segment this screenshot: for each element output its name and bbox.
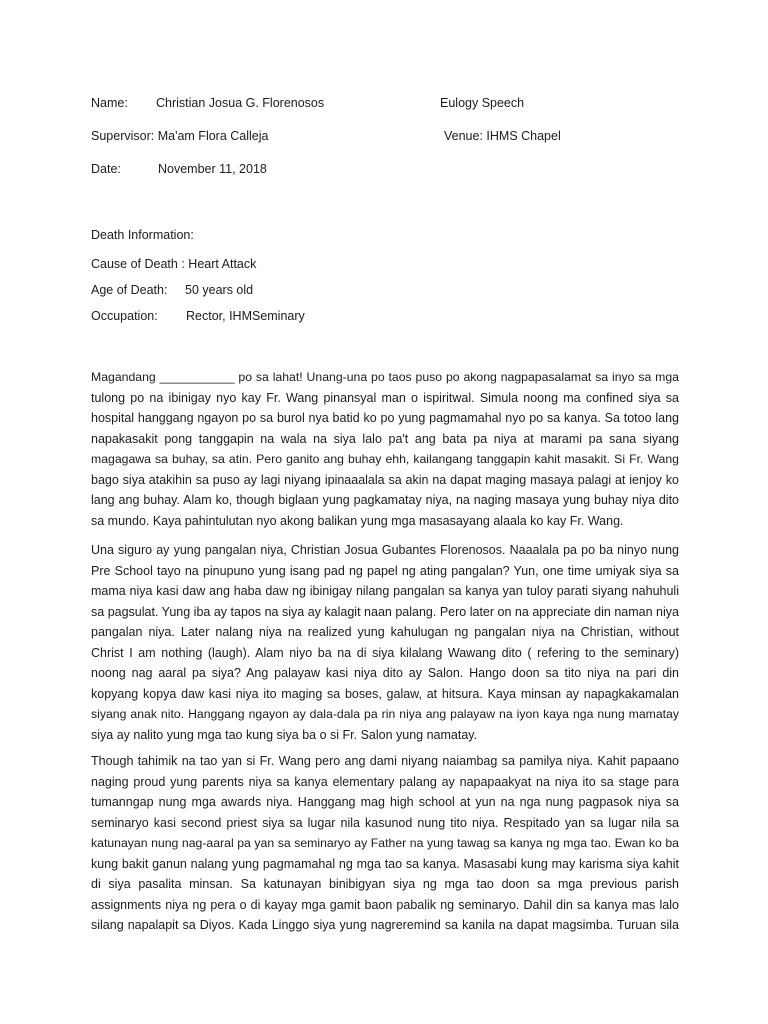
death-info-title: Death Information:	[91, 228, 194, 242]
doc-type	[440, 95, 524, 111]
paragraph-line: sa pagsulat. Yung iba ay tapos na siya ay kalagit naan palang. Pero later on na appreciate din naman niya	[91, 604, 679, 619]
paragraph-line: magagawa sa buhay, sa atin. Pero ganito ang buhay ehh, kailangang tanggapin kahit masakit. Si Fr. Wang	[91, 452, 679, 466]
paragraph-line: Though tahimik na tao yan si Fr. Wang pero ang dami niyang naiambag sa pamilya niya. Kahit papaano	[91, 754, 679, 768]
paragraph-line: lang ang buhay. Alam ko, though biglaan yung pagkamatay niya, na naging masaya yung buhay niya dito	[91, 493, 679, 507]
paragraph-line: hospital hanggang ngayon po sa burol nya batid ko po yung pagmamahal nyo po sa kanya. Sa totoo lang	[91, 411, 679, 425]
date-value: November 11, 2018	[158, 162, 267, 176]
paragraph-line: napakasakit pong tanggapin na wala na siya lalo pa't ang bata pa niya at marami pa sana siyang	[91, 431, 679, 446]
supervisor-label: Supervisor:	[91, 129, 155, 143]
name-label: Name:	[91, 96, 128, 110]
paragraph-line: Pre School tayo na pinupuno yung isang pad ng papel ng ating pangalan? Yun, one time umiyak siya sa	[91, 563, 679, 578]
age-label: Age of Death:	[91, 283, 168, 297]
age-value: 50 years old	[185, 283, 254, 297]
paragraph-1	[91, 367, 679, 531]
paragraph-line: di siya pasalita minsan. Sa katunayan binibigyan siya ng mga tao doon sa mga previous parish	[91, 877, 679, 891]
name-value: Christian Josua G. Florenosos	[156, 96, 325, 110]
paragraph-line: sa mundo. Kaya pahintulutan nyo akong balikan yung mga masasayang alaala ko kay Fr. Wang.	[91, 513, 624, 528]
paragraph-line: Una siguro ay yung pangalan niya, Christian Josua Gubantes Florenosos. Naaalala pa po ba ninyo nung	[91, 543, 679, 557]
paragraph-line: siya ay nalito yung mga tao kung siya ba o si Fr. Salon yung namatay.	[91, 727, 478, 742]
cause-row	[91, 256, 256, 272]
paragraph-line: Christ I am nothing (laugh). Alam niyo ba na di siya kilalang Wawang dito ( refering to the seminary)	[91, 645, 679, 660]
paragraph-line: noong nag aaral pa siya? Ang palayaw kasi niya dito ay Salon. Hango doon sa tito niya na pari din	[91, 666, 679, 680]
date-label: Date:	[91, 162, 121, 176]
paragraph-line: naging proud yung parents niya sa kanya elementary palang ay napapaakyat na niya ito sa stage para	[91, 774, 679, 789]
venue	[444, 128, 561, 144]
paragraph-line: kopyang kopya daw kasi niya ito maging sa boses, galaw, at hitsura. Kaya minsan ay napagkakamalan	[91, 686, 679, 701]
venue-text: Venue: IHMS Chapel	[444, 129, 561, 143]
paragraph-line: kung bakit ganun nalang yung pagmamahal ng mga tao sa kanya. Masasabi kung may karisma siya kahit	[91, 856, 679, 871]
paragraph-line: Magandang ___________ po sa lahat! Unang-una po taos puso po akong nagpapasalamat sa inyo sa mga	[91, 370, 679, 384]
paragraph-line: tulong po na ibinigay nyo kay Fr. Wang pinansyal man o ispiritwal. Simula noong ma confined siya sa	[91, 390, 679, 405]
doc-type-text: Eulogy Speech	[440, 96, 525, 110]
supervisor-row	[91, 128, 268, 144]
paragraph-line: mama niya kasi daw ang haba daw ng ibinigay nilang pangalan sa kanya yan tuloy parati siyang nahuhuli	[91, 584, 679, 598]
paragraph-line: tumanngap nung mga awards niya. Hanggang mag high school at yun na nga nung pagpasok niya sa	[91, 795, 679, 809]
paragraph-line: bago siya atakihin sa puso ay lagi niyang ipinaaalala sa akin na dapat maging masaya palagi at ienjoy ko	[91, 472, 679, 487]
cause-label: Cause of Death :	[91, 257, 185, 271]
paragraph-2	[91, 540, 679, 745]
paragraph-line: siyang anak nito. Hanggang ngayon ay dala-dala pa rin niya ang palayaw na iyon kaya nga nung mamatay	[91, 707, 679, 721]
paragraph-line: pangalan niya. Later nalang niya na realized yung kahulugan ng pangalan niya na Christian, without	[91, 625, 679, 639]
paragraph-line: seminaryo kasi second priest siya sa lugar nila kasunod nung tito niya. Respitado yan sa lugar nila sa	[91, 815, 679, 830]
paragraph-line: assignments niya ng pera o di kayay mga gamit baon pabalik ng seminaryo. Dahil din sa kanya mas lalo	[91, 897, 679, 912]
occupation-label: Occupation:	[91, 309, 158, 323]
paragraph-line: silang napalapit sa Diyos. Kada Linggo siya yung nagreremind sa kanila na dapat magsimba. Turuan sila	[91, 918, 679, 932]
supervisor-value: Ma'am Flora Calleja	[157, 129, 269, 143]
paragraph-line: katunayan nung nag-aaral pa yan sa seminaryo ay Father na yung tawag sa kanya ng mga tao. Ewan ko ba	[91, 836, 679, 850]
occupation-value: Rector, IHMSeminary	[186, 309, 305, 323]
paragraph-3	[91, 751, 679, 936]
cause-value: Heart Attack	[188, 257, 257, 271]
